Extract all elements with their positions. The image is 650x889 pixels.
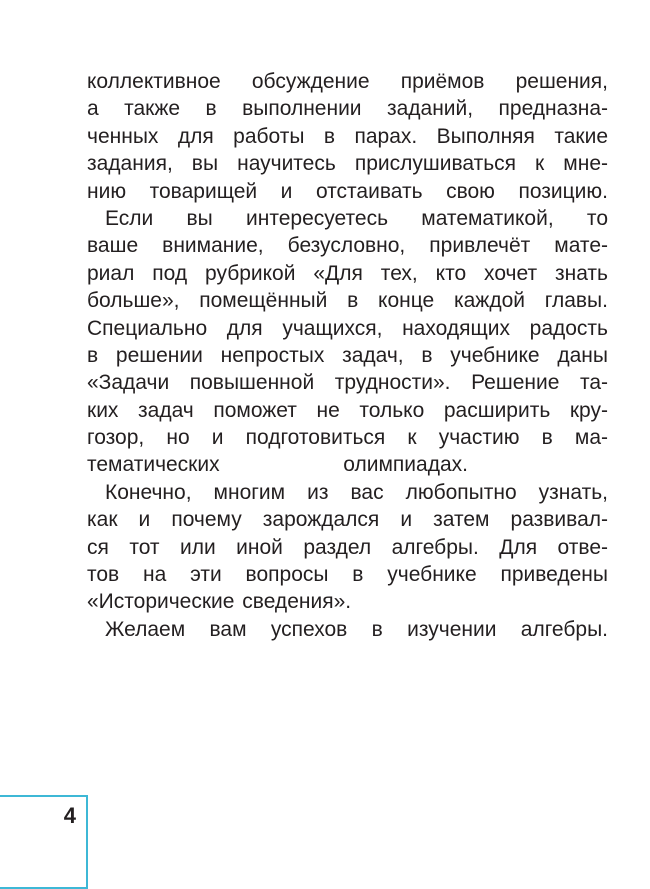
- text-line: задания, вы научитесь прислушиваться к мне-: [87, 152, 608, 176]
- text-line: «Исторические сведения».: [87, 590, 352, 614]
- text-line: «Задачи повышенной трудности». Решение та-: [87, 371, 608, 395]
- text-line: ченных для работы в парах. Выполняя такие: [87, 124, 608, 148]
- text-line: Специально для учащихся, находящих радость: [87, 316, 608, 340]
- text-line: больше», помещённый в конце каждой главы.: [87, 289, 608, 313]
- text-line: Конечно, многим из вас любопытно узнать,: [105, 480, 608, 504]
- text-line: в решении непростых задач, в учебнике даны: [87, 343, 608, 367]
- text-line: тов на эти вопросы в учебнике приведены: [87, 563, 608, 587]
- text-line: гозор, но и подготовиться к участию в ма-: [87, 426, 608, 450]
- text-line: нию товарищей и отстаивать свою позицию.: [87, 179, 608, 203]
- text-line: как и почему зарождался и затем развивал-: [87, 508, 608, 532]
- text-line: Желаем вам успехов в изучении алгебры.: [105, 617, 608, 641]
- text-line: коллективное обсуждение приёмов решения,: [87, 70, 608, 93]
- text-line: Если вы интересуетесь математикой, то: [105, 206, 608, 230]
- text-line: тематических олимпиадах.: [87, 453, 468, 477]
- text-line: а также в выполнении заданий, предназна-: [87, 97, 608, 121]
- body-text: [87, 68, 608, 643]
- text-line: ких задач поможет не только расширить кру-: [87, 398, 608, 422]
- page-number: 4: [63, 803, 76, 828]
- text-line: ся тот или иной раздел алгебры. Для отве-: [87, 535, 608, 559]
- page-number-box: [0, 795, 88, 889]
- text-line: риал под рубрикой «Для тех, кто хочет знать: [87, 261, 608, 285]
- text-line: ваше внимание, безусловно, привлечёт мате-: [87, 234, 608, 258]
